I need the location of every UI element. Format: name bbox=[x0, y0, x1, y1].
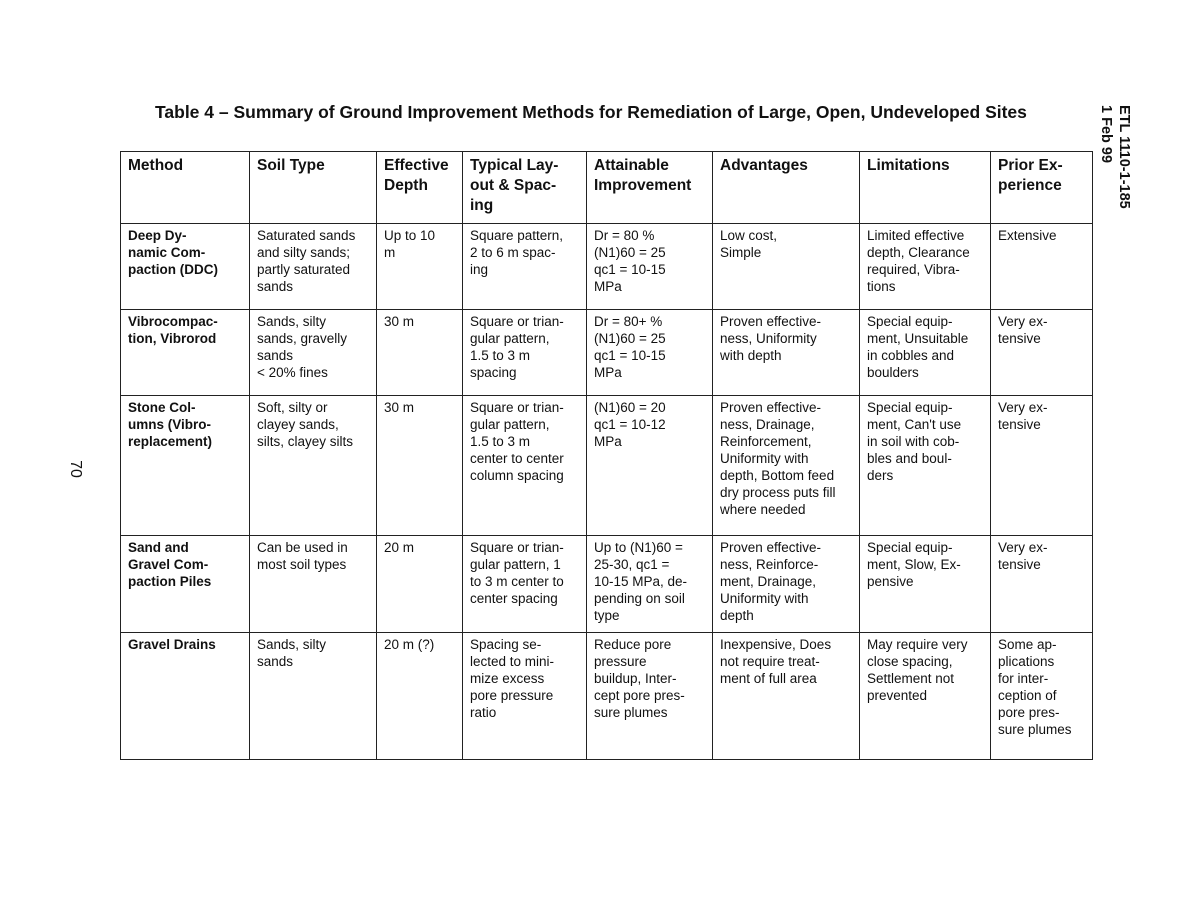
table-cell: 20 m (?) bbox=[377, 633, 463, 760]
table-cell: Special equip- ment, Unsuitable in cobbles and boulders bbox=[860, 310, 991, 396]
method-cell: Stone Col- umns (Vibro- replacement) bbox=[121, 396, 250, 536]
table-cell: May require very close spacing, Settlement not prevented bbox=[860, 633, 991, 760]
table-cell: Inexpensive, Does not require treat- ment of full area bbox=[713, 633, 860, 760]
table-row bbox=[121, 310, 1093, 396]
table-cell: Dr = 80 % (N1)60 = 25 qc1 = 10-15 MPa bbox=[587, 224, 713, 310]
column-header: Soil Type bbox=[250, 152, 377, 224]
table-cell: Sands, silty sands, gravelly sands < 20% fines bbox=[250, 310, 377, 396]
column-header: Advantages bbox=[713, 152, 860, 224]
table-title: Table 4 – Summary of Ground Improvement Methods for Remediation of Large, Open, Undeveloped Sites bbox=[155, 102, 1027, 122]
method-cell: Gravel Drains bbox=[121, 633, 250, 760]
column-header: Method bbox=[121, 152, 250, 224]
table-row bbox=[121, 633, 1093, 760]
page-number: 70 bbox=[66, 460, 84, 478]
table-cell: Special equip- ment, Slow, Ex- pensive bbox=[860, 536, 991, 633]
table-cell: Proven effective- ness, Uniformity with depth bbox=[713, 310, 860, 396]
table-cell: Some ap- plications for inter- ception of pore pres- sure plumes bbox=[991, 633, 1093, 760]
document-header bbox=[1100, 105, 1140, 225]
column-header: Effective Depth bbox=[377, 152, 463, 224]
table-cell: 30 m bbox=[377, 396, 463, 536]
ground-improvement-table bbox=[120, 151, 1093, 760]
table-cell: Square pattern, 2 to 6 m spac- ing bbox=[463, 224, 587, 310]
table-cell: Extensive bbox=[991, 224, 1093, 310]
table-cell: Special equip- ment, Can't use in soil with cob- bles and boul- ders bbox=[860, 396, 991, 536]
table-cell: Very ex- tensive bbox=[991, 396, 1093, 536]
table-cell: Low cost, Simple bbox=[713, 224, 860, 310]
table-cell: Proven effective- ness, Drainage, Reinforcement, Uniformity with depth, Bottom feed dry process puts fill where needed bbox=[713, 396, 860, 536]
column-header: Attainable Improvement bbox=[587, 152, 713, 224]
column-header: Prior Ex- perience bbox=[991, 152, 1093, 224]
table-cell: Reduce pore pressure buildup, Inter- cept pore pres- sure plumes bbox=[587, 633, 713, 760]
method-cell: Sand and Gravel Com- paction Piles bbox=[121, 536, 250, 633]
table-cell: (N1)60 = 20 qc1 = 10-12 MPa bbox=[587, 396, 713, 536]
document-number: ETL 1110-1-185 bbox=[1116, 105, 1132, 209]
table-cell: Square or trian- gular pattern, 1 to 3 m center to center spacing bbox=[463, 536, 587, 633]
table-cell: Limited effective depth, Clearance required, Vibra- tions bbox=[860, 224, 991, 310]
table-cell: Square or trian- gular pattern, 1.5 to 3 m spacing bbox=[463, 310, 587, 396]
table-cell: Sands, silty sands bbox=[250, 633, 377, 760]
table-header-row bbox=[121, 152, 1093, 224]
table-cell: Up to 10 m bbox=[377, 224, 463, 310]
table-cell: Soft, silty or clayey sands, silts, clayey silts bbox=[250, 396, 377, 536]
table-cell: 20 m bbox=[377, 536, 463, 633]
table-cell: Can be used in most soil types bbox=[250, 536, 377, 633]
table-row bbox=[121, 224, 1093, 310]
table-cell: Dr = 80+ % (N1)60 = 25 qc1 = 10-15 MPa bbox=[587, 310, 713, 396]
column-header: Limitations bbox=[860, 152, 991, 224]
table-cell: Proven effective- ness, Reinforce- ment, Drainage, Uniformity with depth bbox=[713, 536, 860, 633]
table-cell: Spacing se- lected to mini- mize excess pore pressure ratio bbox=[463, 633, 587, 760]
table-row bbox=[121, 396, 1093, 536]
method-cell: Deep Dy- namic Com- paction (DDC) bbox=[121, 224, 250, 310]
table-cell: Square or trian- gular pattern, 1.5 to 3 m center to center column spacing bbox=[463, 396, 587, 536]
table-row bbox=[121, 536, 1093, 633]
document-date: 1 Feb 99 bbox=[1098, 105, 1114, 164]
column-header: Typical Lay- out & Spac- ing bbox=[463, 152, 587, 224]
method-cell: Vibrocompac- tion, Vibrorod bbox=[121, 310, 250, 396]
table-cell: Up to (N1)60 = 25-30, qc1 = 10-15 MPa, de- pending on soil type bbox=[587, 536, 713, 633]
table-cell: 30 m bbox=[377, 310, 463, 396]
table-cell: Saturated sands and silty sands; partly saturated sands bbox=[250, 224, 377, 310]
table-cell: Very ex- tensive bbox=[991, 310, 1093, 396]
table-cell: Very ex- tensive bbox=[991, 536, 1093, 633]
